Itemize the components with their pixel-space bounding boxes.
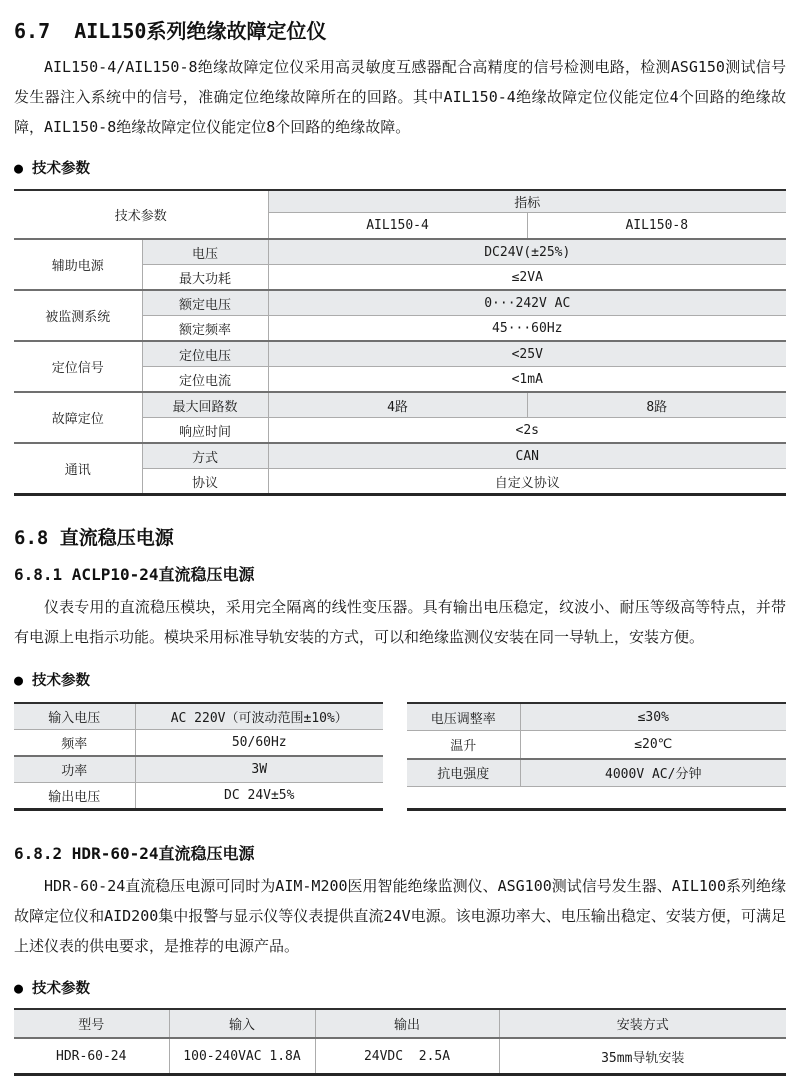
table-row <box>14 443 786 469</box>
table-row <box>407 759 786 787</box>
table-row <box>14 239 786 265</box>
header-model-cell: 型号 <box>14 1009 169 1038</box>
param-value-cell: 自定义协议 <box>268 469 786 495</box>
table-row <box>407 703 786 731</box>
param-name-cell: 频率 <box>14 730 135 757</box>
group-name-cell: 故障定位 <box>14 392 142 443</box>
table-header-row <box>14 190 786 213</box>
param-value-cell: 50/60Hz <box>135 730 383 757</box>
group-name-cell: 定位信号 <box>14 341 142 392</box>
param-name-cell: 功率 <box>14 756 135 783</box>
header-model-cell: AIL150-4 <box>268 213 527 240</box>
header-input-cell: 输入 <box>169 1009 315 1038</box>
param-name-cell: 电压 <box>142 239 268 265</box>
param-name-cell: 方式 <box>142 443 268 469</box>
param-name-cell: 响应时间 <box>142 418 268 444</box>
param-value-cell: ≤20℃ <box>520 731 786 759</box>
param-name-cell: 电压调整率 <box>407 703 520 731</box>
param-value-cell: CAN <box>268 443 786 469</box>
param-value-cell: 4路 <box>268 392 527 418</box>
group-name-cell: 辅助电源 <box>14 239 142 290</box>
tech-params-label: 技术参数 <box>32 161 91 177</box>
param-value-cell: ≤30% <box>520 703 786 731</box>
param-name-cell: 额定电压 <box>142 290 268 316</box>
table-row <box>14 783 383 810</box>
table-row <box>14 730 383 757</box>
tech-params-heading-682 <box>14 977 786 998</box>
param-name-cell: 额定频率 <box>142 316 268 342</box>
output-value-cell: 24VDC 2.5A <box>315 1038 499 1075</box>
table-row <box>14 392 786 418</box>
group-name-cell: 被监测系统 <box>14 290 142 341</box>
section-6-8-2-paragraph: HDR-60-24直流稳压电源可同时为AIM-M200医用智能绝缘监测仪、ASG100测试信号发生器、AIL100系列绝缘故障定位仪和AID200集中报警与显示仪等仪表提供直流24V电源。该电源功率大、电压输出稳定、安装方便，可满足上述仪表的供电要求，是推荐的电源产品。 <box>14 877 786 955</box>
table-row <box>14 756 383 783</box>
table-row <box>14 341 786 367</box>
tech-params-heading-681 <box>14 669 786 690</box>
param-value-cell: 4000V AC/分钟 <box>520 759 786 787</box>
hdr-spec-table <box>14 1008 786 1076</box>
mount-value-cell: 35mm导轨安装 <box>499 1038 786 1075</box>
param-value-cell: <2s <box>268 418 786 444</box>
group-name-cell: 通讯 <box>14 443 142 495</box>
param-value-cell: 8路 <box>527 392 786 418</box>
section-6-8-1-paragraph: 仪表专用的直流稳压模块，采用完全隔离的线性变压器。具有输出电压稳定，纹波小、耐压等级高等特点，并带有电源上电指示功能。模块采用标准导轨安装的方式，可以和绝缘监测仪安装在同一导轨上，安装方便。 <box>14 598 786 646</box>
param-value-cell: DC24V(±25%) <box>268 239 786 265</box>
section-6-7-paragraph: AIL150-4/AIL150-8绝缘故障定位仪采用高灵敏度互感器配合高精度的信号检测电路，检测ASG150测试信号发生器注入系统中的信号，准确定位绝缘故障所在的回路。其中AIL150-4绝缘故障定位仪能定位4个回路的绝缘故障，AIL150-8绝缘故障定位仪能定位8个回路的绝缘故障。 <box>14 58 786 136</box>
table-row <box>407 731 786 759</box>
bullet-icon: ● <box>14 670 24 689</box>
aclp-spec-tables <box>14 702 786 811</box>
model-value-cell: HDR-60-24 <box>14 1038 169 1075</box>
bullet-icon: ● <box>14 978 24 997</box>
param-name-cell: 协议 <box>142 469 268 495</box>
bullet-icon: ● <box>14 158 24 177</box>
section-6-8-title: 6.8 直流稳压电源 <box>14 527 174 549</box>
param-name-cell: 温升 <box>407 731 520 759</box>
param-value-cell: <1mA <box>268 367 786 393</box>
aclp-output-table <box>407 702 786 811</box>
param-name-cell: 定位电压 <box>142 341 268 367</box>
aclp-input-table <box>14 702 383 811</box>
input-value-cell: 100-240VAC 1.8A <box>169 1038 315 1075</box>
ail150-spec-table <box>14 189 786 496</box>
table-header-row <box>14 1009 786 1038</box>
param-name-cell: 最大回路数 <box>142 392 268 418</box>
param-value-cell: 45···60Hz <box>268 316 786 342</box>
param-value-cell: AC 220V（可波动范围±10%） <box>135 703 383 730</box>
section-6-8-2-title: 6.8.2 HDR-60-24直流稳压电源 <box>14 844 255 863</box>
header-output-cell: 输出 <box>315 1009 499 1038</box>
table-row <box>14 703 383 730</box>
param-name-cell: 输入电压 <box>14 703 135 730</box>
tech-params-heading-67 <box>14 157 786 178</box>
param-value-cell: <25V <box>268 341 786 367</box>
header-indicator-cell: 指标 <box>268 190 786 213</box>
param-value-cell: 0···242V AC <box>268 290 786 316</box>
header-model-cell: AIL150-8 <box>527 213 786 240</box>
empty-cell <box>407 786 786 809</box>
table-filler-row <box>407 786 786 809</box>
param-name-cell: 抗电强度 <box>407 759 520 787</box>
header-mount-cell: 安装方式 <box>499 1009 786 1038</box>
tech-params-label: 技术参数 <box>32 981 91 997</box>
table-row <box>14 1038 786 1075</box>
section-6-7-title: 6.7 AIL150系列绝缘故障定位仪 <box>14 19 327 43</box>
param-name-cell: 定位电流 <box>142 367 268 393</box>
param-name-cell: 输出电压 <box>14 783 135 810</box>
param-value-cell: ≤2VA <box>268 265 786 291</box>
table-row <box>14 290 786 316</box>
param-value-cell: DC 24V±5% <box>135 783 383 810</box>
header-param-cell: 技术参数 <box>14 190 268 239</box>
param-name-cell: 最大功耗 <box>142 265 268 291</box>
section-6-8-1-title: 6.8.1 ACLP10-24直流稳压电源 <box>14 565 255 584</box>
tech-params-label: 技术参数 <box>32 673 91 689</box>
param-value-cell: 3W <box>135 756 383 783</box>
